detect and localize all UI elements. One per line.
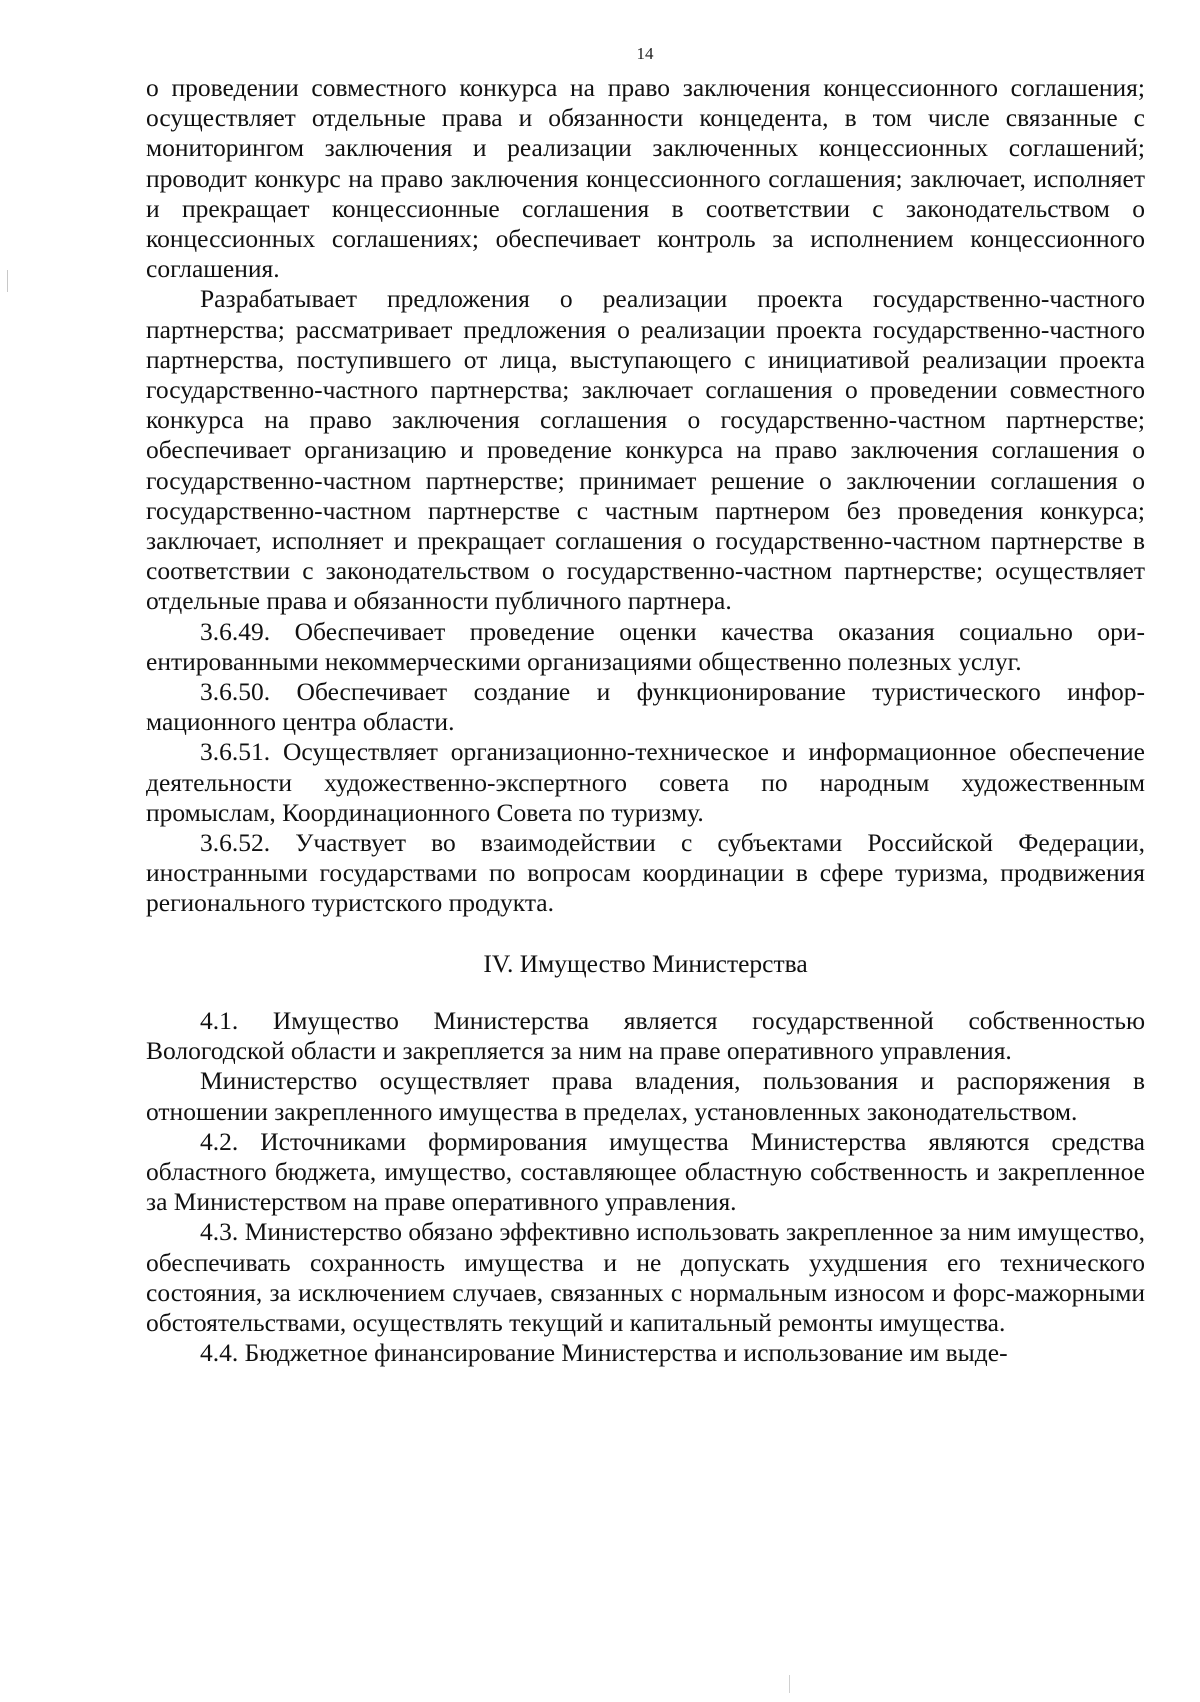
paragraph-4-2: 4.2. Источниками формирования имущества Министерства являются средства областного бюджета, имущество, составляющее областную собственность и закрепленное за Министерством на праве оперативного управления. [146, 1126, 1145, 1217]
paragraph-3-6-52: 3.6.52. Участвует во взаимодействии с субъектами Российской Федерации, иностранными государствами по вопросам координации в сфере туризма, продвижения регионального туристского продукта. [146, 828, 1145, 918]
paragraph-3-6-51: 3.6.51. Осуществляет организационно-техническое и информационное обеспечение деятельности художественно-экспертного совета по народным художественным промыслам, Координационного Совета по туризму. [146, 737, 1145, 827]
paragraph-4-3: 4.3. Министерство обязано эффективно использовать закрепленное за ним имущество, обеспечивать сохранность имущества и не допускать ухудшения его технического состояния, за исключением случаев, связанных с нормальным износом и форс-мажорными обстоятельствами, осуществлять текущий и капитальный ремонты имущества. [146, 1217, 1145, 1337]
paragraph-3-6-50: 3.6.50. Обеспечивает создание и функционирование туристического информационного центра области. [146, 677, 1145, 737]
document-body [146, 73, 1145, 1368]
paragraph-public-private-partnership: Разрабатывает предложения о реализации проекта государственно-частного партнерства; рассматривает предложения о реализации проекта государственно-частного партнерства, поступившего от лица, выступающего с инициативой реализации проекта государственно-частного партнерства; заключает соглашения о проведении совместного конкурса на право заключения соглашения о государственно-частном партнерстве; обеспечивает организацию и проведение конкурса на право заключения соглашения о государственно-частном партнерстве; принимает решение о заключении соглашения о государственно-частном партнерстве с частным партнером без проведения конкурса; заключает, исполняет и прекращает соглашения о государственно-частном партнерстве в соответствии с законодательством о государственно-частном партнерстве; осуществляет отдельные права и обязанности публичного партнера. [146, 284, 1145, 616]
scan-bottom-mark [789, 1675, 790, 1693]
paragraph-4-4: 4.4. Бюджетное финансирование Министерства и использование им выде- [200, 1338, 1008, 1368]
section-heading: IV. Имущество Министерства [483, 948, 808, 978]
paragraph-concession-continued: о проведении совместного конкурса на право заключения концессионного соглашения; осуществляет отдельные права и обязанности концедента, в том числе связанные с мониторингом заключения и реализации заключенных концессионных соглашений; проводит конкурс на право заключения концессионного соглашения; заключает, исполняет и прекращает концессионные соглашения в соответствии с законодательством о концессионных соглашениях; обеспечивает контроль за исполнением концессионного соглашения. [146, 73, 1145, 284]
paragraph-3-6-49: 3.6.49. Обеспечивает проведение оценки качества оказания социально ориентированными некоммерческими организациями общественно полезных услуг. [146, 616, 1145, 676]
page-number: 14 [636, 44, 654, 63]
paragraph-4-1: 4.1. Имущество Министерства является государственной собственностью Вологодской области и закрепляется за ним на праве оперативного управления. [146, 1005, 1145, 1066]
paragraph-property-rights: Министерство осуществляет права владения, пользования и распоряжения в отношении закрепленного имущества в пределах, установленных законодательством. [146, 1066, 1145, 1126]
scan-margin-mark [7, 270, 8, 292]
